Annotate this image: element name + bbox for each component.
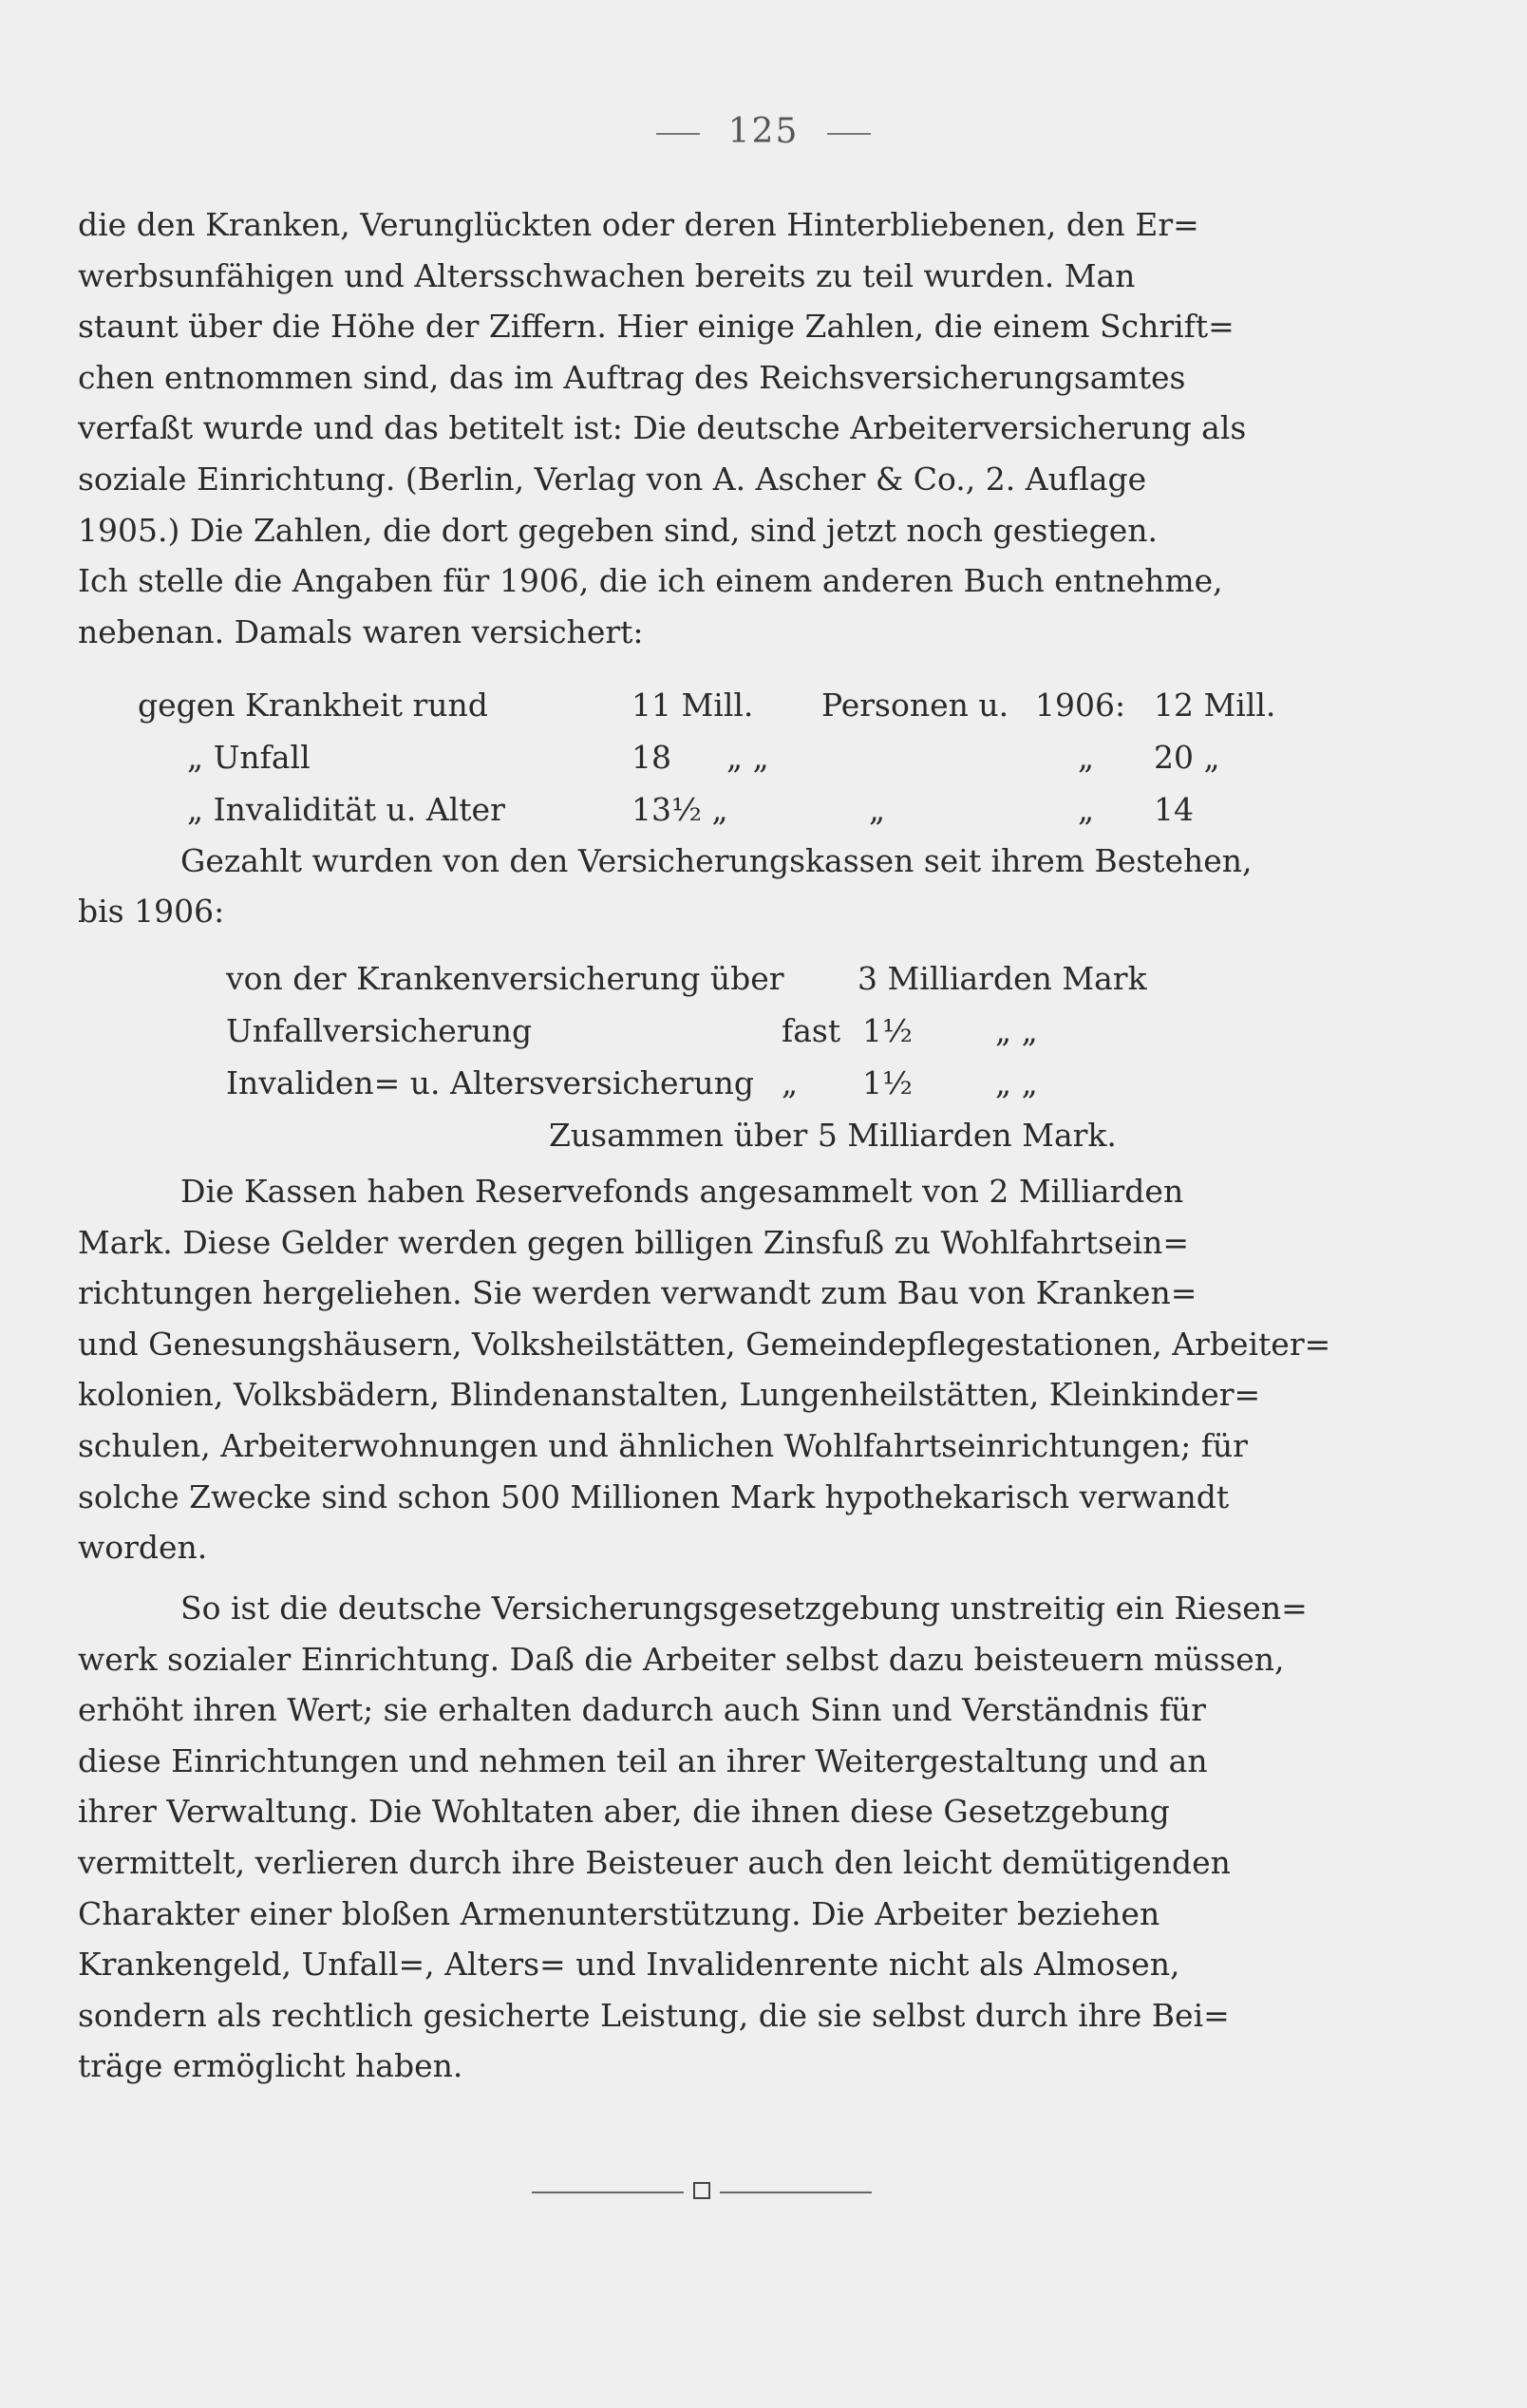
- text-line: Die Kassen haben Reservefonds angesammelt von 2 Milliarden: [180, 1173, 1184, 1210]
- text-line: bis 1906:: [78, 893, 225, 930]
- insured-label: „ Invalidität u. Alter: [187, 791, 505, 828]
- insured-table: [138, 679, 1363, 836]
- text-line: richtungen hergeliehen. Sie werden verwandt zum Bau von Kranken=: [78, 1274, 1197, 1312]
- paid-ditto: „ „: [995, 1012, 1038, 1049]
- header-dash-right: [827, 133, 871, 135]
- insured-row-sickness: [138, 679, 1363, 731]
- text-line: ihrer Verwaltung. Die Wohltaten aber, die ihnen diese Gesetzgebung: [78, 1793, 1170, 1831]
- text-line: Charakter einer bloßen Armenunterstützung. Die Arbeiter beziehen: [78, 1894, 1160, 1932]
- page-number: 125: [727, 112, 800, 151]
- text-line: worden.: [78, 1529, 208, 1567]
- ornament-square-icon: [693, 2182, 710, 2199]
- text-line: erhöht ihren Wert; sie erhalten dadurch auch Sinn und Verständnis für: [78, 1691, 1206, 1729]
- paragraph-3: [78, 1583, 1350, 2092]
- end-ornament: [532, 2180, 997, 2205]
- text-line: träge ermöglicht haben.: [78, 2047, 463, 2085]
- text-line: verfaßt wurde und das betitelt ist: Die deutsche Arbeiterversicherung als: [78, 409, 1247, 447]
- text-line: chen entnommen sind, das im Auftrag des Reichsversicherungsamtes: [78, 358, 1186, 396]
- paid-qualifier: „: [782, 1064, 799, 1101]
- paid-amount: 1½: [862, 1064, 913, 1101]
- text-line: So ist die deutsche Versicherungsgesetzgebung unstreitig ein Riesen=: [180, 1590, 1308, 1627]
- text-line: sondern als rechtlich gesicherte Leistung, die sie selbst durch ihre Bei=: [78, 1996, 1230, 2034]
- ornament-rule-left: [532, 2192, 684, 2193]
- text-line: schulen, Arbeiterwohnungen und ähnlichen Wohlfahrtseinrichtungen; für: [78, 1426, 1248, 1464]
- insured-1906: 20 „: [1154, 739, 1220, 776]
- paid-row-total: [226, 1109, 1366, 1161]
- insured-1906: 14: [1154, 791, 1194, 828]
- text-line: diese Einrichtungen und nehmen teil an ihrer Weitergestaltung und an: [78, 1741, 1208, 1779]
- insured-label: gegen Krankheit rund: [138, 687, 488, 724]
- insured-year: „: [1078, 739, 1095, 776]
- insured-label: „ Unfall: [187, 739, 311, 776]
- paragraph-2: [78, 1166, 1350, 1573]
- paid-label: von der Krankenversicherung über: [226, 960, 784, 997]
- insured-unit: Personen u.: [821, 687, 1009, 724]
- header-dash-left: [656, 133, 700, 135]
- paid-total: Zusammen über 5 Milliarden Mark.: [549, 1117, 1117, 1154]
- paid-row-invalidity: [226, 1057, 1366, 1109]
- text-line: und Genesungshäusern, Volksheilstätten, Gemeindepflegestationen, Arbeiter=: [78, 1325, 1331, 1363]
- paid-ditto: „ „: [995, 1064, 1038, 1101]
- insured-1905: 11 Mill.: [632, 687, 754, 724]
- insured-unit: „ „: [726, 739, 769, 776]
- text-line: die den Kranken, Verunglückten oder deren Hinterbliebenen, den Er=: [78, 206, 1199, 243]
- paid-amount: 3 Milliarden Mark: [858, 960, 1147, 997]
- text-line: werbsunfähigen und Altersschwachen bereits zu teil wurden. Man: [78, 256, 1136, 294]
- paid-label: Invaliden= u. Altersversicherung: [226, 1064, 754, 1101]
- text-line: solche Zwecke sind schon 500 Millionen Mark hypothekarisch verwandt: [78, 1477, 1230, 1515]
- paid-intro: [78, 836, 1350, 936]
- paid-row-sickness: [226, 952, 1366, 1005]
- paid-label: Unfallversicherung: [226, 1012, 533, 1049]
- insured-unit: „: [869, 791, 886, 828]
- insured-year: 1906:: [1035, 687, 1126, 724]
- text-line: kolonien, Volksbädern, Blindenanstalten, Lungenheilstätten, Kleinkinder=: [78, 1376, 1261, 1414]
- text-line: staunt über die Höhe der Ziffern. Hier einige Zahlen, die einem Schrift=: [78, 308, 1235, 346]
- text-line: soziale Einrichtung. (Berlin, Verlag von A. Ascher & Co., 2. Auflage: [78, 460, 1147, 498]
- paragraph-1: [78, 199, 1350, 657]
- text-line: nebenan. Damals waren versichert:: [78, 612, 644, 650]
- paid-amount: 1½: [862, 1012, 913, 1049]
- text-line: 1905.) Die Zahlen, die dort gegeben sind, sind jetzt noch gestiegen.: [78, 511, 1159, 549]
- text-line: Gezahlt wurden von den Versicherungskassen seit ihrem Bestehen,: [180, 842, 1253, 879]
- paid-row-accident: [226, 1005, 1366, 1057]
- ornament-rule-right: [720, 2192, 872, 2193]
- page-header: [0, 112, 1527, 151]
- text-line: Ich stelle die Angaben für 1906, die ich einem anderen Buch entnehme,: [78, 562, 1223, 600]
- paid-qualifier: fast: [782, 1012, 841, 1049]
- insured-1905: 18: [632, 739, 671, 776]
- insured-1905: 13½ „: [632, 791, 728, 828]
- text-line: Mark. Diese Gelder werden gegen billigen Zinsfuß zu Wohlfahrtsein=: [78, 1223, 1190, 1261]
- insured-year: „: [1078, 791, 1095, 828]
- text-line: vermittelt, verlieren durch ihre Beisteuer auch den leicht demütigenden: [78, 1843, 1231, 1881]
- insured-1906: 12 Mill.: [1154, 687, 1276, 724]
- text-line: werk sozialer Einrichtung. Daß die Arbeiter selbst dazu beisteuern müssen,: [78, 1640, 1285, 1678]
- insured-row-accident: [138, 731, 1363, 783]
- insured-row-invalidity: [138, 783, 1363, 836]
- paid-table: [226, 952, 1366, 1161]
- text-line: Krankengeld, Unfall=, Alters= und Invalidenrente nicht als Almosen,: [78, 1946, 1180, 1984]
